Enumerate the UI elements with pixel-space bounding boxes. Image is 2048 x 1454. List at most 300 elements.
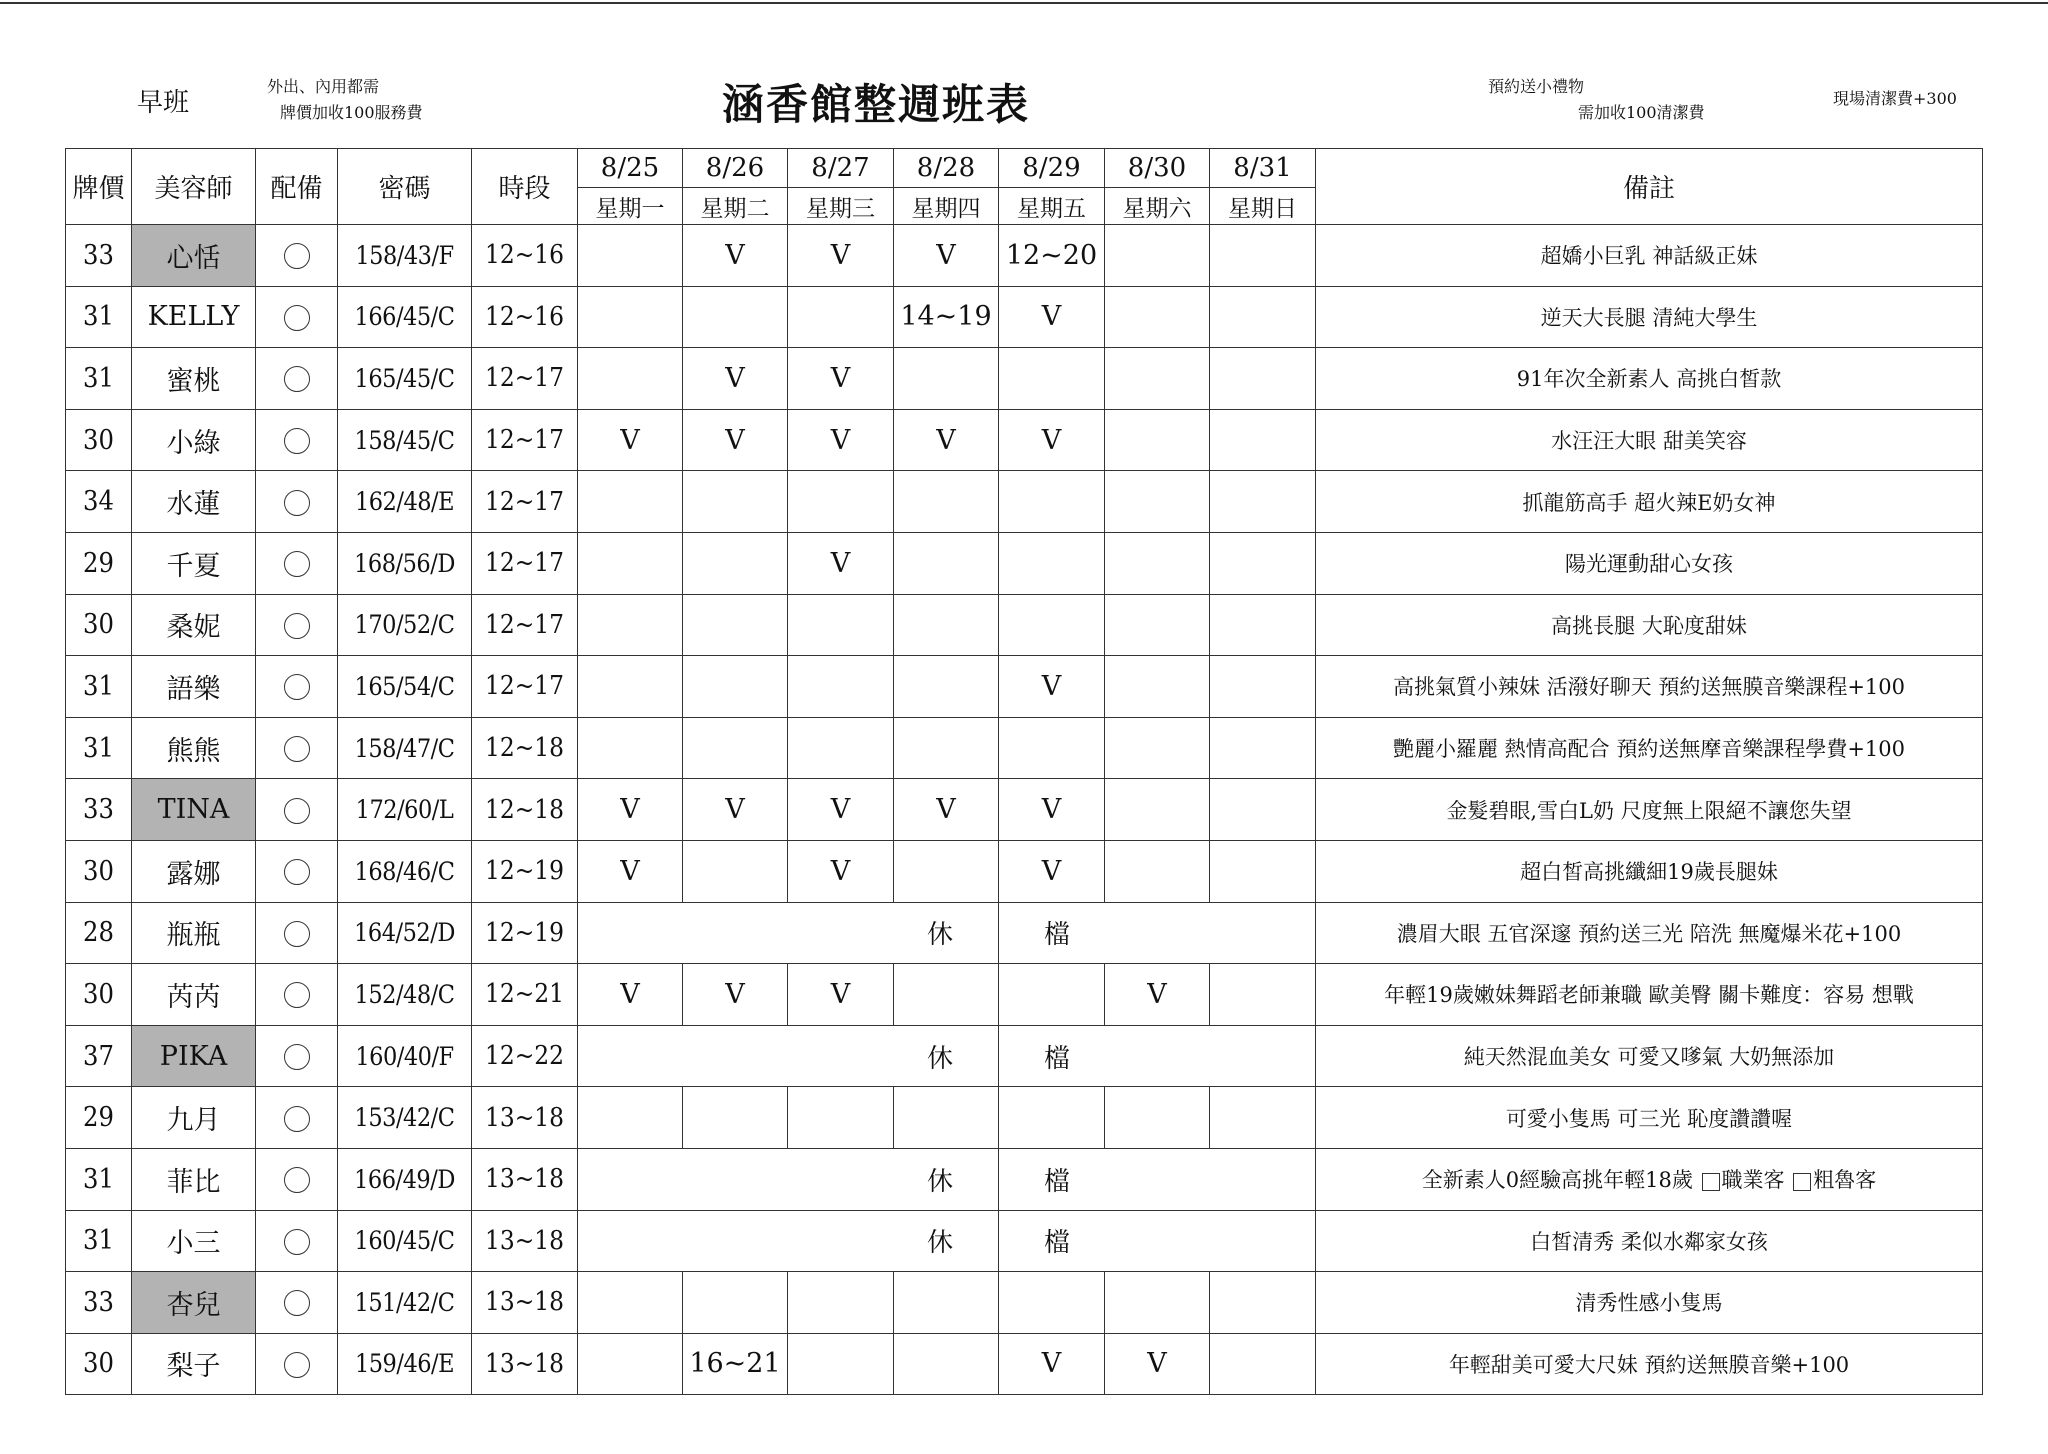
code-cell: 168/46/C — [338, 840, 472, 902]
day-cell — [999, 1272, 1105, 1334]
beautician-name: 蜜桃 — [132, 348, 256, 410]
day-cell — [1105, 286, 1210, 348]
date-header: 8/29 — [999, 149, 1105, 188]
day-cell — [788, 656, 894, 718]
table-row — [66, 532, 1983, 594]
day-cell — [1210, 964, 1316, 1026]
table-row — [66, 1025, 1983, 1087]
gift-note-line1: 預約送小禮物 — [1488, 77, 1585, 96]
circle-icon — [284, 428, 310, 454]
day-cell — [788, 594, 894, 656]
time-slot-cell: 13~18 — [472, 1148, 578, 1210]
circle-icon — [284, 1352, 310, 1378]
equip-cell — [256, 409, 338, 471]
day-cell — [683, 656, 788, 718]
remark-cell: 金髮碧眼,雪白L奶 尺度無上限絕不讓您失望 — [1316, 779, 1983, 841]
day-cell — [683, 594, 788, 656]
equip-cell — [256, 656, 338, 718]
remark-cell — [1316, 1148, 1983, 1210]
day-cell: V — [683, 964, 788, 1026]
code-cell: 170/52/C — [338, 594, 472, 656]
day-cell — [578, 532, 683, 594]
code-cell: 172/60/L — [338, 779, 472, 841]
circle-icon — [284, 366, 310, 392]
day-cell — [788, 471, 894, 533]
day-cell — [578, 225, 683, 287]
day-cell — [999, 1087, 1105, 1149]
circle-icon — [284, 551, 310, 577]
day-cell: V — [578, 779, 683, 841]
beautician-name: 熊熊 — [132, 717, 256, 779]
weekday-header: 星期三 — [788, 188, 894, 225]
price-cell: 31 — [66, 1210, 132, 1272]
day-cell — [894, 1272, 999, 1334]
code-cell: 162/48/E — [338, 471, 472, 533]
day-cell — [1210, 594, 1316, 656]
day-cell — [999, 471, 1105, 533]
remark-text: 粗魯客 — [1813, 1168, 1877, 1193]
code-cell: 159/46/E — [338, 1333, 472, 1395]
price-cell: 28 — [66, 902, 132, 964]
day-cell — [1105, 717, 1210, 779]
remark-cell: 清秀性感小隻馬 — [1316, 1272, 1983, 1334]
day-cell — [1210, 471, 1316, 533]
time-slot-cell: 12~19 — [472, 840, 578, 902]
weekday-header: 星期四 — [894, 188, 999, 225]
day-cell: V — [788, 348, 894, 410]
remark-cell: 超白皙高挑纖細19歲長腿妹 — [1316, 840, 1983, 902]
time-slot-cell: 12~22 — [472, 1025, 578, 1087]
day-cell — [999, 964, 1105, 1026]
day-cell: V — [999, 286, 1105, 348]
day-cell: V — [788, 840, 894, 902]
day-cell — [1210, 1333, 1316, 1395]
col-header-remarks: 備註 — [1316, 149, 1983, 225]
rest-label: 休 — [578, 902, 999, 964]
day-cell: V — [999, 1333, 1105, 1395]
circle-icon — [284, 1167, 310, 1193]
table-row — [66, 1087, 1983, 1149]
day-cell — [788, 717, 894, 779]
day-cell — [578, 286, 683, 348]
date-header: 8/25 — [578, 149, 683, 188]
code-cell: 151/42/C — [338, 1272, 472, 1334]
day-cell — [999, 594, 1105, 656]
time-slot-cell: 12~17 — [472, 471, 578, 533]
date-header: 8/30 — [1105, 149, 1210, 188]
beautician-name: 心恬 — [132, 225, 256, 287]
equip-cell — [256, 1087, 338, 1149]
circle-icon — [284, 1229, 310, 1255]
beautician-name: TINA — [132, 779, 256, 841]
table-row — [66, 1333, 1983, 1395]
day-cell: V — [788, 964, 894, 1026]
day-cell — [1105, 1087, 1210, 1149]
beautician-name: 露娜 — [132, 840, 256, 902]
day-cell: V — [999, 779, 1105, 841]
day-cell — [683, 717, 788, 779]
price-cell: 30 — [66, 594, 132, 656]
rest-label: 檔 — [999, 1210, 1316, 1272]
day-cell: 12~20 — [999, 225, 1105, 287]
day-cell — [683, 286, 788, 348]
day-cell — [578, 471, 683, 533]
beautician-name: 千夏 — [132, 532, 256, 594]
col-header-time: 時段 — [472, 149, 578, 225]
circle-icon — [284, 859, 310, 885]
price-cell: 29 — [66, 1087, 132, 1149]
col-header-equip: 配備 — [256, 149, 338, 225]
day-cell: V — [788, 532, 894, 594]
beautician-name: 語樂 — [132, 656, 256, 718]
day-cell — [894, 840, 999, 902]
code-cell: 160/45/C — [338, 1210, 472, 1272]
day-cell: V — [683, 348, 788, 410]
time-slot-cell: 12~17 — [472, 409, 578, 471]
rest-label: 休 — [578, 1148, 999, 1210]
remark-cell: 91年次全新素人 高挑白皙款 — [1316, 348, 1983, 410]
beautician-name: 芮芮 — [132, 964, 256, 1026]
remark-cell: 可愛小隻馬 可三光 恥度讚讚喔 — [1316, 1087, 1983, 1149]
circle-icon — [284, 982, 310, 1008]
remark-text: 職業客 — [1721, 1168, 1792, 1193]
day-cell — [894, 594, 999, 656]
circle-icon — [284, 798, 310, 824]
price-cell: 30 — [66, 840, 132, 902]
remark-cell: 逆天大長腿 清純大學生 — [1316, 286, 1983, 348]
day-cell — [1105, 1272, 1210, 1334]
day-cell: V — [999, 656, 1105, 718]
day-cell — [1210, 286, 1316, 348]
service-fee-note-line1: 外出、內用都需 — [267, 77, 380, 96]
day-cell — [683, 1087, 788, 1149]
equip-cell — [256, 286, 338, 348]
table-row — [66, 840, 1983, 902]
date-header: 8/26 — [683, 149, 788, 188]
time-slot-cell: 13~18 — [472, 1272, 578, 1334]
beautician-name: 杏兒 — [132, 1272, 256, 1334]
day-cell: V — [1105, 964, 1210, 1026]
day-cell — [999, 717, 1105, 779]
day-cell: V — [894, 409, 999, 471]
day-cell — [1210, 532, 1316, 594]
weekday-header: 星期六 — [1105, 188, 1210, 225]
day-cell — [578, 1333, 683, 1395]
remark-cell: 純天然混血美女 可愛又嗲氣 大奶無添加 — [1316, 1025, 1983, 1087]
day-cell: V — [1105, 1333, 1210, 1395]
day-cell — [1105, 532, 1210, 594]
day-cell — [894, 532, 999, 594]
day-cell: V — [578, 840, 683, 902]
weekday-header: 星期日 — [1210, 188, 1316, 225]
day-cell — [1105, 225, 1210, 287]
circle-icon — [284, 613, 310, 639]
remark-cell: 陽光運動甜心女孩 — [1316, 532, 1983, 594]
day-cell — [788, 286, 894, 348]
table-row — [66, 1272, 1983, 1334]
day-cell — [999, 532, 1105, 594]
day-cell — [1210, 656, 1316, 718]
table-row — [66, 656, 1983, 718]
code-cell: 160/40/F — [338, 1025, 472, 1087]
day-cell — [788, 1272, 894, 1334]
time-slot-cell: 13~18 — [472, 1087, 578, 1149]
day-cell — [683, 532, 788, 594]
rest-label: 檔 — [999, 1025, 1316, 1087]
table-row — [66, 471, 1983, 533]
code-cell: 165/45/C — [338, 348, 472, 410]
remark-cell: 高挑長腿 大恥度甜妹 — [1316, 594, 1983, 656]
rest-label: 休 — [578, 1210, 999, 1272]
circle-icon — [284, 1290, 310, 1316]
table-row — [66, 779, 1983, 841]
time-slot-cell: 13~18 — [472, 1333, 578, 1395]
beautician-name: PIKA — [132, 1025, 256, 1087]
price-cell: 30 — [66, 409, 132, 471]
table-row — [66, 286, 1983, 348]
price-cell: 31 — [66, 656, 132, 718]
equip-cell — [256, 1333, 338, 1395]
code-cell: 166/45/C — [338, 286, 472, 348]
equip-cell — [256, 964, 338, 1026]
beautician-name: 菲比 — [132, 1148, 256, 1210]
day-cell — [578, 656, 683, 718]
remark-cell: 白皙清秀 柔似水鄰家女孩 — [1316, 1210, 1983, 1272]
col-header-beautician: 美容師 — [132, 149, 256, 225]
day-cell — [1210, 1272, 1316, 1334]
weekday-header: 星期二 — [683, 188, 788, 225]
price-cell: 34 — [66, 471, 132, 533]
day-cell: V — [788, 779, 894, 841]
col-header-price: 牌價 — [66, 149, 132, 225]
day-cell — [1210, 840, 1316, 902]
day-cell — [1210, 1087, 1316, 1149]
table-row — [66, 717, 1983, 779]
day-cell: V — [683, 225, 788, 287]
weekday-header: 星期一 — [578, 188, 683, 225]
equip-cell — [256, 1272, 338, 1334]
page-title: 涵香館整週班表 — [722, 80, 1031, 129]
day-cell — [1105, 409, 1210, 471]
price-cell: 31 — [66, 1148, 132, 1210]
schedule-table — [65, 148, 1983, 1395]
remark-text: 全新素人0經驗高挑年輕18歲 — [1421, 1168, 1700, 1193]
code-cell: 153/42/C — [338, 1087, 472, 1149]
day-cell: V — [683, 779, 788, 841]
equip-cell — [256, 1025, 338, 1087]
price-cell: 31 — [66, 717, 132, 779]
equip-cell — [256, 225, 338, 287]
cleaning-fee-note: 現場清潔費+300 — [1833, 89, 1957, 108]
day-cell — [894, 717, 999, 779]
service-fee-note-line2: 牌價加收100服務費 — [280, 103, 423, 122]
remark-cell: 抓龍筋高手 超火辣E奶女神 — [1316, 471, 1983, 533]
circle-icon — [284, 674, 310, 700]
remark-cell: 超嬌小巨乳 神話級正妹 — [1316, 225, 1983, 287]
time-slot-cell: 12~16 — [472, 286, 578, 348]
beautician-name: 梨子 — [132, 1333, 256, 1395]
circle-icon — [284, 243, 310, 269]
day-cell: V — [788, 225, 894, 287]
equip-cell — [256, 1148, 338, 1210]
time-slot-cell: 12~17 — [472, 656, 578, 718]
beautician-name: 小三 — [132, 1210, 256, 1272]
day-cell — [683, 1272, 788, 1334]
equip-cell — [256, 594, 338, 656]
beautician-name: KELLY — [132, 286, 256, 348]
price-cell: 29 — [66, 532, 132, 594]
header-row-dates — [66, 149, 1983, 188]
day-cell — [1105, 779, 1210, 841]
day-cell — [1210, 225, 1316, 287]
day-cell — [894, 1087, 999, 1149]
code-cell: 165/54/C — [338, 656, 472, 718]
time-slot-cell: 12~19 — [472, 902, 578, 964]
circle-icon — [284, 736, 310, 762]
time-slot-cell: 12~21 — [472, 964, 578, 1026]
beautician-name: 水蓮 — [132, 471, 256, 533]
rest-label: 檔 — [999, 1148, 1316, 1210]
table-row — [66, 409, 1983, 471]
circle-icon — [284, 1106, 310, 1132]
code-cell: 152/48/C — [338, 964, 472, 1026]
day-cell — [578, 1272, 683, 1334]
day-cell — [1105, 471, 1210, 533]
equip-cell — [256, 471, 338, 533]
equip-cell — [256, 1210, 338, 1272]
day-cell — [1105, 840, 1210, 902]
gift-note-line2: 需加收100清潔費 — [1578, 103, 1705, 122]
day-cell — [894, 964, 999, 1026]
table-row — [66, 348, 1983, 410]
day-cell — [788, 1333, 894, 1395]
equip-cell — [256, 348, 338, 410]
day-cell: V — [999, 840, 1105, 902]
day-cell: V — [894, 779, 999, 841]
remark-cell: 水汪汪大眼 甜美笑容 — [1316, 409, 1983, 471]
equip-cell — [256, 532, 338, 594]
checkbox-icon — [1702, 1173, 1720, 1191]
day-cell — [1105, 656, 1210, 718]
day-cell: V — [894, 225, 999, 287]
weekday-header: 星期五 — [999, 188, 1105, 225]
day-cell — [1210, 348, 1316, 410]
price-cell: 33 — [66, 225, 132, 287]
day-cell: 16~21 — [683, 1333, 788, 1395]
day-cell — [1210, 717, 1316, 779]
day-cell — [1210, 409, 1316, 471]
circle-icon — [284, 921, 310, 947]
day-cell — [1210, 779, 1316, 841]
price-cell: 33 — [66, 1272, 132, 1334]
day-cell: 14~19 — [894, 286, 999, 348]
code-cell: 168/56/D — [338, 532, 472, 594]
day-cell — [894, 471, 999, 533]
code-cell: 158/47/C — [338, 717, 472, 779]
day-cell: V — [999, 409, 1105, 471]
table-row — [66, 964, 1983, 1026]
checkbox-icon — [1793, 1173, 1811, 1191]
code-cell: 158/43/F — [338, 225, 472, 287]
equip-cell — [256, 717, 338, 779]
remark-cell: 年輕19歲嫩妹舞蹈老師兼職 歐美臀 關卡難度：容易 想戰 — [1316, 964, 1983, 1026]
day-cell — [1105, 594, 1210, 656]
rest-label: 休 — [578, 1025, 999, 1087]
date-header: 8/31 — [1210, 149, 1316, 188]
col-header-code: 密碼 — [338, 149, 472, 225]
table-row — [66, 902, 1983, 964]
remark-cell: 年輕甜美可愛大尺妹 預約送無膜音樂+100 — [1316, 1333, 1983, 1395]
equip-cell — [256, 779, 338, 841]
day-cell: V — [683, 409, 788, 471]
code-cell: 164/52/D — [338, 902, 472, 964]
circle-icon — [284, 305, 310, 331]
day-cell — [578, 594, 683, 656]
day-cell — [1105, 348, 1210, 410]
circle-icon — [284, 1044, 310, 1070]
code-cell: 158/45/C — [338, 409, 472, 471]
day-cell: V — [578, 964, 683, 1026]
day-cell — [578, 348, 683, 410]
day-cell: V — [788, 409, 894, 471]
rest-label: 檔 — [999, 902, 1316, 964]
day-cell — [578, 1087, 683, 1149]
schedule-body — [66, 225, 1983, 1395]
table-row — [66, 1148, 1983, 1210]
time-slot-cell: 12~17 — [472, 532, 578, 594]
time-slot-cell: 12~16 — [472, 225, 578, 287]
top-border-line — [0, 2, 2048, 4]
beautician-name: 小綠 — [132, 409, 256, 471]
day-cell — [578, 717, 683, 779]
table-row — [66, 225, 1983, 287]
price-cell: 31 — [66, 348, 132, 410]
shift-label: 早班 — [137, 88, 190, 118]
time-slot-cell: 12~17 — [472, 348, 578, 410]
day-cell — [999, 348, 1105, 410]
table-row — [66, 1210, 1983, 1272]
day-cell — [894, 656, 999, 718]
day-cell — [788, 1087, 894, 1149]
beautician-name: 九月 — [132, 1087, 256, 1149]
price-cell: 30 — [66, 964, 132, 1026]
price-cell: 31 — [66, 286, 132, 348]
circle-icon — [284, 490, 310, 516]
date-header: 8/28 — [894, 149, 999, 188]
price-cell: 37 — [66, 1025, 132, 1087]
time-slot-cell: 13~18 — [472, 1210, 578, 1272]
time-slot-cell: 12~18 — [472, 717, 578, 779]
equip-cell — [256, 902, 338, 964]
day-cell — [683, 840, 788, 902]
equip-cell — [256, 840, 338, 902]
time-slot-cell: 12~17 — [472, 594, 578, 656]
date-header: 8/27 — [788, 149, 894, 188]
code-cell: 166/49/D — [338, 1148, 472, 1210]
beautician-name: 桑妮 — [132, 594, 256, 656]
day-cell — [683, 471, 788, 533]
remark-cell: 艷麗小羅麗 熱情高配合 預約送無摩音樂課程學費+100 — [1316, 717, 1983, 779]
day-cell — [894, 1333, 999, 1395]
price-cell: 33 — [66, 779, 132, 841]
beautician-name: 瓶瓶 — [132, 902, 256, 964]
remark-cell: 濃眉大眼 五官深邃 預約送三光 陪洗 無魔爆米花+100 — [1316, 902, 1983, 964]
day-cell — [894, 348, 999, 410]
time-slot-cell: 12~18 — [472, 779, 578, 841]
remark-cell: 高挑氣質小辣妹 活潑好聊天 預約送無膜音樂課程+100 — [1316, 656, 1983, 718]
price-cell: 30 — [66, 1333, 132, 1395]
day-cell: V — [578, 409, 683, 471]
